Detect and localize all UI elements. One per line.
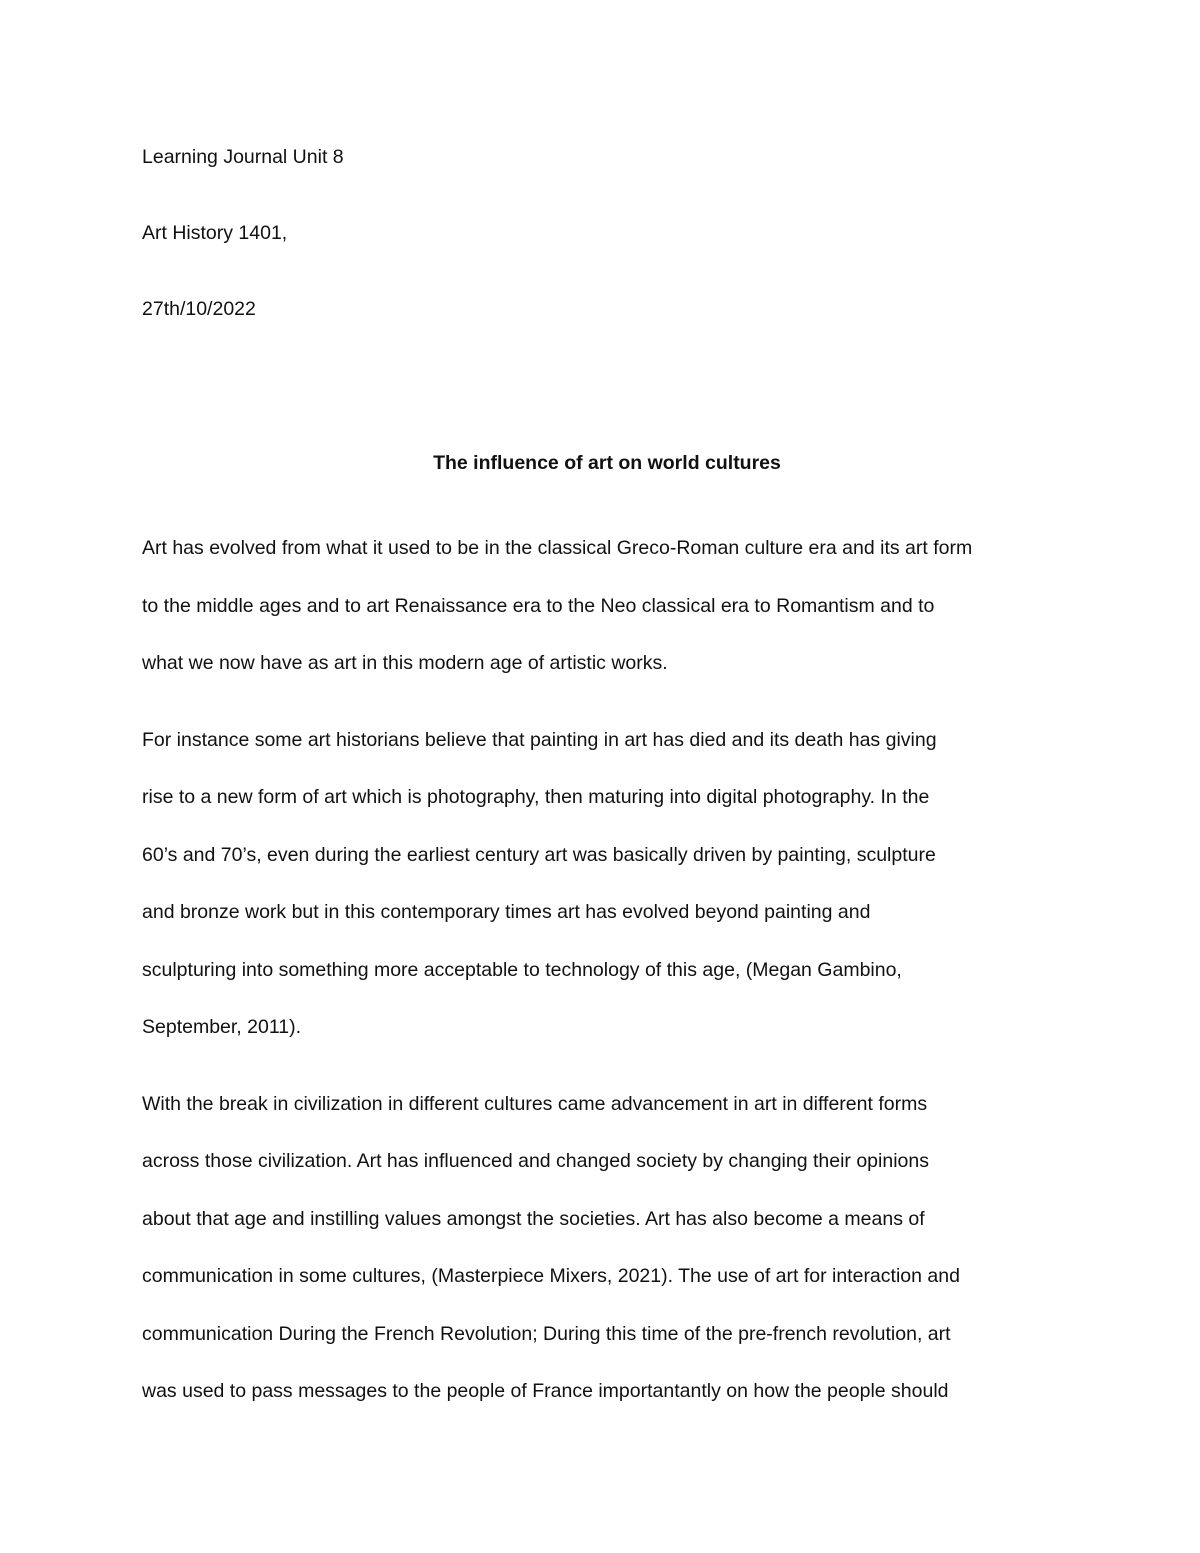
essay-title: The influence of art on world cultures — [433, 452, 781, 474]
text-line: September, 2011). — [142, 1016, 301, 1038]
text-line: communication in some cultures, (Masterpiece Mixers, 2021). The use of art for interaction and — [142, 1265, 960, 1287]
document-date: 27th/10/2022 — [142, 298, 256, 320]
text-line: and bronze work but in this contemporary times art has evolved beyond painting and — [142, 901, 871, 923]
text-line: 60’s and 70’s, even during the earliest century art was basically driven by painting, sculpture — [142, 843, 936, 866]
text-line: sculpturing into something more acceptable to technology of this age, (Megan Gambino, — [142, 958, 902, 981]
paragraph-3 — [142, 1076, 1072, 1421]
paragraph-2 — [142, 712, 1072, 1057]
text-line: For instance some art historians believe that painting in art has died and its death has giving — [142, 728, 937, 751]
text-line: With the break in civilization in different cultures came advancement in art in different forms — [142, 1092, 928, 1115]
text-line: to the middle ages and to art Renaissance era to the Neo classical era to Romantism and to — [142, 594, 935, 617]
text-line: rise to a new form of art which is photography, then maturing into digital photography. In the — [142, 786, 930, 808]
text-line: Art has evolved from what it used to be in the classical Greco-Roman culture era and its art form — [142, 537, 973, 559]
text-line: about that age and instilling values amongst the societies. Art has also become a means of — [142, 1207, 925, 1230]
text-line: communication During the French Revolution; During this time of the pre-french revolution, art — [142, 1322, 951, 1345]
paragraph-1 — [142, 520, 1072, 693]
document-body — [142, 138, 1072, 1440]
text-line: what we now have as art in this modern age of artistic works. — [142, 652, 668, 674]
journal-heading: Learning Journal Unit 8 — [142, 146, 344, 168]
text-line: was used to pass messages to the people of France importantantly on how the people should — [142, 1380, 949, 1402]
course-name: Art History 1401, — [142, 222, 288, 244]
text-line: across those civilization. Art has influenced and changed society by changing their opinions — [142, 1150, 929, 1172]
